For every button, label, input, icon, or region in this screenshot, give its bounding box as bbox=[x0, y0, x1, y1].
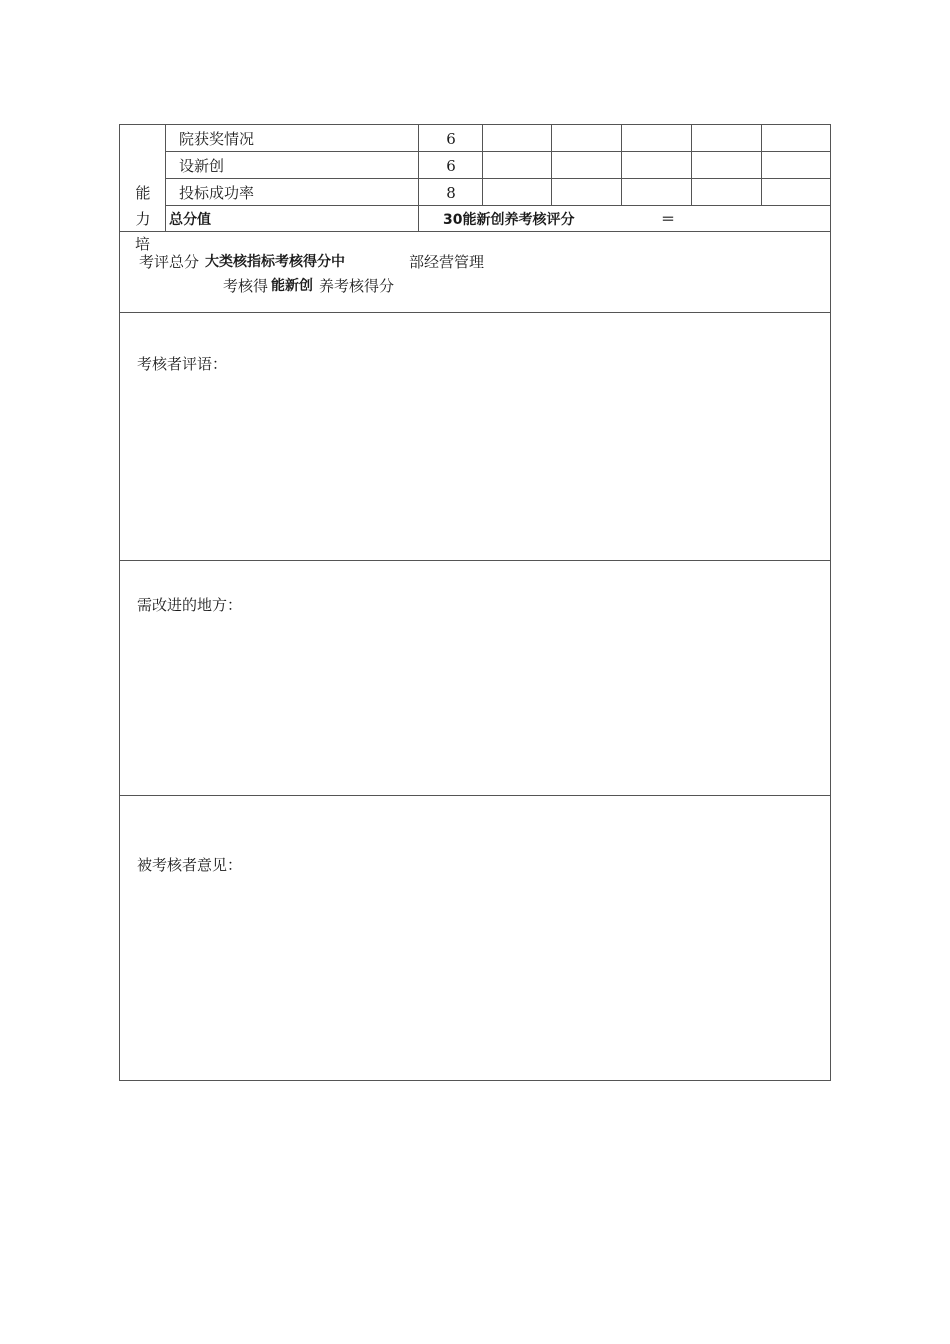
improvements-label: 需改进的地方： bbox=[137, 596, 243, 614]
column-divider bbox=[551, 124, 552, 205]
column-divider bbox=[621, 124, 622, 205]
item-score: 6 bbox=[446, 130, 456, 148]
summary-line2-overlap: 能新创 bbox=[271, 278, 313, 294]
category-label: 能 力 bbox=[135, 184, 151, 228]
summary-line1-suffix: 部经营管理 bbox=[409, 253, 485, 271]
column-divider bbox=[691, 124, 692, 205]
section-divider bbox=[119, 795, 830, 796]
assessee-opinion-label: 被考核者意见： bbox=[137, 856, 243, 874]
column-divider bbox=[761, 124, 762, 205]
item-score: 6 bbox=[446, 157, 456, 175]
item-label: 设新创 bbox=[179, 157, 225, 175]
comments-label: 考核者评语： bbox=[137, 355, 228, 373]
row-divider bbox=[165, 205, 830, 206]
item-label: 院获奖情况 bbox=[179, 130, 255, 148]
total-equals: ＝ bbox=[661, 212, 675, 228]
column-divider bbox=[165, 124, 166, 231]
row-divider bbox=[165, 178, 830, 179]
item-label: 投标成功率 bbox=[179, 184, 255, 202]
summary-line2-suffix: 养考核得分 bbox=[319, 277, 395, 295]
summary-line1-prefix: 考评总分 bbox=[139, 253, 200, 271]
section-divider bbox=[119, 312, 830, 313]
section-divider bbox=[119, 560, 830, 561]
category-label-overflow: 培 bbox=[135, 235, 151, 253]
summary-line1-overlap: 大类核指标考核得分中 bbox=[205, 254, 345, 270]
row-divider bbox=[165, 151, 830, 152]
row-divider bbox=[119, 231, 830, 232]
item-score: 8 bbox=[446, 184, 456, 202]
total-value: 30能新创养考核评分 bbox=[443, 212, 575, 228]
assessment-form bbox=[119, 124, 831, 1081]
summary-line2-prefix: 考核得 bbox=[223, 277, 269, 295]
total-label: 总分值 bbox=[169, 212, 211, 228]
